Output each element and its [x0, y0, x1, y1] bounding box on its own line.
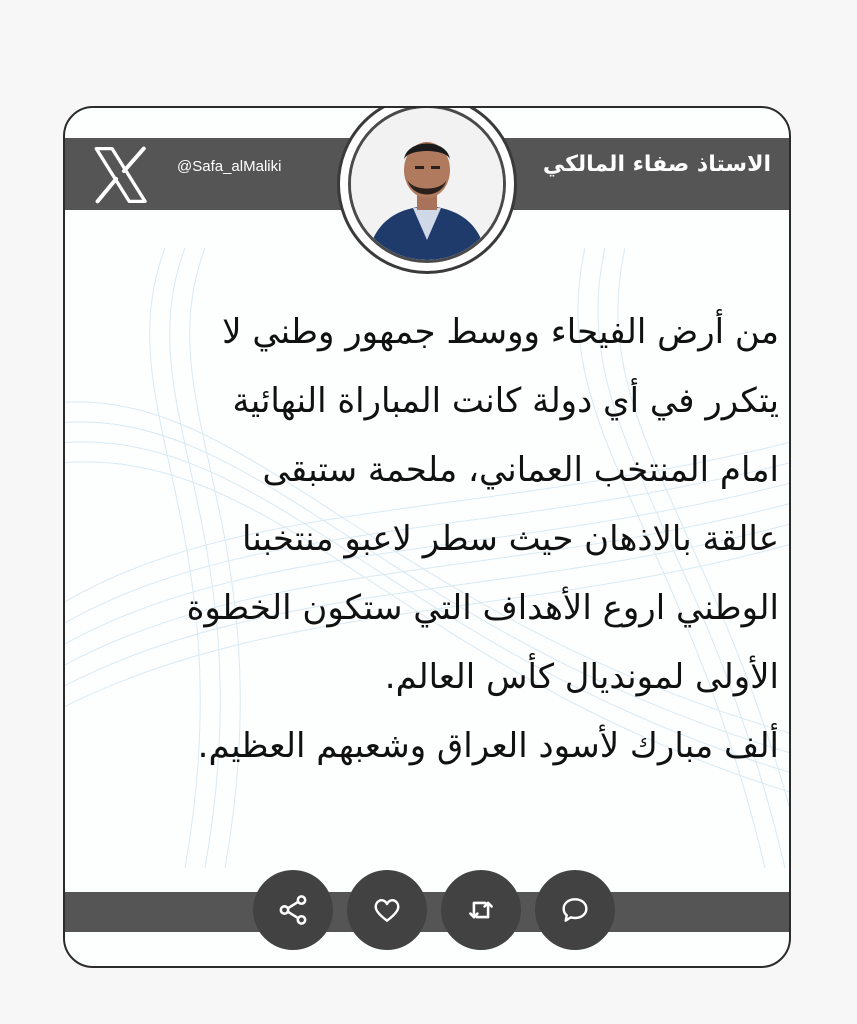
tweet-line: الأولى لمونديال كأس العالم. [384, 657, 779, 697]
share-button[interactable] [253, 870, 333, 950]
retweet-icon [464, 893, 498, 927]
tweet-line: يتكرر في أي دولة كانت المباراة النهائية [232, 381, 779, 421]
tweet-line: امام المنتخب العماني، ملحمة ستبقى [262, 450, 779, 490]
tweet-line: من أرض الفيحاء ووسط جمهور وطني لا [222, 312, 779, 352]
reply-button[interactable] [535, 870, 615, 950]
avatar-image [351, 108, 503, 260]
avatar[interactable] [348, 106, 506, 263]
tweet-line: عالقة بالاذهان حيث سطر لاعبو منتخبنا [242, 519, 779, 559]
share-icon [276, 893, 310, 927]
tweet-card [63, 106, 791, 968]
tweet-text [75, 298, 779, 781]
tweet-line: الوطني اروع الأهداف التي ستكون الخطوة [186, 588, 779, 628]
tweet-line: ألف مبارك لأسود العراق وشعبهم العظيم. [197, 726, 779, 766]
retweet-button[interactable] [441, 870, 521, 950]
reply-icon [559, 894, 591, 926]
heart-icon [371, 894, 403, 926]
like-button[interactable] [347, 870, 427, 950]
x-logo-icon [87, 142, 153, 208]
author-name[interactable]: الاستاذ صفاء المالكي [542, 152, 771, 177]
footer-bar [65, 892, 789, 932]
author-handle[interactable]: @Safa_alMaliki [177, 158, 282, 175]
